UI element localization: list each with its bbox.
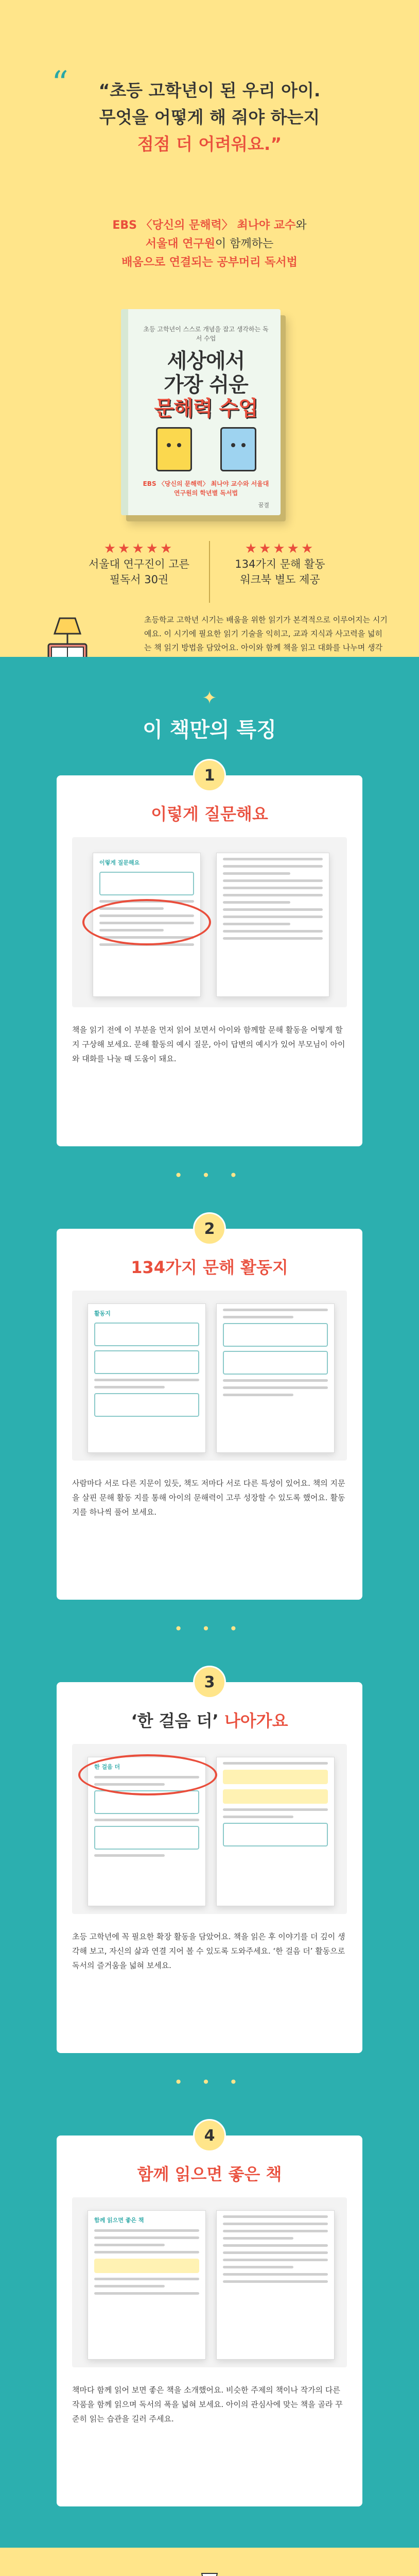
sparkle-icon: ✦ — [202, 688, 217, 708]
feature-card — [57, 766, 362, 1146]
feature-description: 초등 고학년에 꼭 필요한 확장 활동을 담았어요. 책을 읽은 후 이야기를 더 깊이 생각해 보고, 자신의 삶과 연결 지어 볼 수 있도록 도와주세요. ‘한 걸음 더’ 활동으로 독서의 즐거움을 넓혀 보세요. — [72, 1932, 345, 1970]
sample-page — [88, 1303, 206, 1453]
closing-section — [0, 2548, 419, 2576]
feature-image — [72, 1744, 347, 1914]
badge-divider — [209, 541, 210, 603]
hero-desc-highlight: EBS 〈당신의 문해력〉 — [112, 219, 233, 232]
sample-page — [216, 853, 329, 997]
feature-card — [57, 2126, 362, 2506]
book-cover-front — [121, 309, 281, 515]
feature-heading: 134가지 문해 활동지 — [131, 1258, 288, 1277]
book-character-icon — [156, 427, 192, 471]
hero-quote-line: 점점 더 어려워요.” — [137, 134, 282, 154]
feature-description: 책을 읽기 전에 이 부분을 먼저 읽어 보면서 아이와 함께할 문해 활동을 어떻게 할지 구상해 보세요. 문해 활동의 예시 질문, 아이 답변의 예시가 있어 부모님이 아이와 대화를 나눌 때 도움이 돼요. — [72, 1025, 345, 1063]
hero-description — [41, 216, 378, 272]
divider-dots: • • • — [174, 1620, 245, 1637]
feature-number: 4 — [193, 2119, 226, 2152]
book-title-line: 문해력 수업 — [154, 397, 258, 420]
feature-image — [72, 1291, 347, 1461]
star-rating-icon: ★★★★★ — [103, 541, 174, 556]
book-cover — [121, 309, 296, 526]
sample-page — [88, 2210, 206, 2360]
hero-desc-text: 이 함께하는 — [215, 238, 274, 250]
book-publisher: 꿈결 — [258, 502, 269, 509]
books-stack-icon — [190, 2568, 229, 2576]
sample-page — [216, 1303, 335, 1453]
quote-open-icon: “ — [51, 64, 68, 103]
sample-page-heading: 이렇게 질문해요 — [99, 859, 140, 866]
badge-text: 서울대 연구진이 고른 — [89, 558, 189, 570]
book-subtitle: EBS 〈당신의 문해력〉 최나야 교수와 서울대 연구원의 학년별 독서법 — [143, 480, 269, 497]
badge-text: 워크북 별도 제공 — [240, 573, 320, 586]
book-spine — [121, 309, 128, 515]
feature-description: 사람마다 서로 다른 지문이 있듯, 책도 저마다 서로 다른 특성이 있어요. 책의 지문을 살핀 문해 활동 지를 통해 아이의 문해력이 고루 성장할 수 있도록 했어요. 활동지를 하나씩 풀어 보세요. — [72, 1479, 345, 1517]
feature-number: 3 — [193, 1666, 226, 1699]
feature-description: 책마다 함께 읽어 보면 좋은 책을 소개했어요. 비슷한 주제의 책이나 작가의 다른 작품을 함께 읽으며 독서의 폭을 넓혀 보세요. 아이의 관심사에 맞는 책을 골라 꾸준히 읽는 습관을 길러 주세요. — [72, 2385, 343, 2424]
book-illustration — [142, 415, 270, 471]
feature-heading-part: ‘한 걸음 더’ — [131, 1711, 224, 1731]
sample-page — [216, 1757, 335, 1906]
divider-dots: • • • — [174, 1167, 245, 1184]
hero-quote — [31, 77, 388, 158]
sample-page-heading: 함께 읽으면 좋은 책 — [94, 2217, 144, 2224]
feature-number: 2 — [193, 1212, 226, 1245]
badge-text: 필독서 30권 — [109, 573, 169, 586]
feature-number: 1 — [193, 759, 226, 792]
hero-desc-highlight: 최나야 교수 — [233, 219, 296, 232]
highlight-circle — [78, 1754, 217, 1795]
sample-page-heading: 활동지 — [94, 1310, 111, 1317]
hero-quote-line: 무엇을 어떻게 해 줘야 하는지 — [99, 107, 320, 127]
book-character-icon — [220, 427, 256, 471]
badge-text: 134가지 문해 활동 — [235, 558, 325, 570]
divider-dots: • • • — [174, 2074, 245, 2091]
feature-heading: 함께 읽으면 좋은 책 — [137, 2164, 282, 2184]
feature-image — [72, 2197, 347, 2367]
badge — [77, 541, 201, 587]
hero-desc-text: 와 — [295, 219, 307, 232]
hero-section — [0, 0, 419, 657]
hero-info-text: 초등학교 고학년 시기는 배움을 위한 읽기가 본격적으로 이루어지는 시기예요. 이 시기에 필요한 읽기 기술을 익히고, 교과 지식과 사고력을 넓히는 책 읽기 방법을 담았어요. 아이와 함께 책을 읽고 대화를 나누며 생각 — [144, 615, 388, 652]
sample-page — [216, 2210, 335, 2360]
book-tagline: 초등 고학년이 스스로 개념을 잡고 생각하는 독서 수업 — [143, 326, 269, 342]
hero-desc-highlight: 서울대 연구원 — [145, 238, 215, 250]
highlight-circle — [82, 899, 211, 945]
hero-quote-line: “초등 고학년이 된 우리 아이. — [98, 80, 321, 100]
book-title — [142, 349, 270, 420]
feature-heading-part: 나아가요 — [224, 1711, 288, 1731]
feature-heading: 이렇게 질문해요 — [151, 804, 268, 824]
badge — [218, 541, 342, 587]
feature-image — [72, 837, 347, 1007]
features-section — [0, 657, 419, 2548]
hero-desc-highlight: 배움으로 연결되는 공부머리 독서법 — [121, 256, 298, 269]
feature-card — [57, 1673, 362, 2053]
star-rating-icon: ★★★★★ — [245, 541, 316, 556]
features-title: 이 책만의 특징 — [143, 718, 276, 742]
sample-page-heading: 한 걸음 더 — [94, 1764, 120, 1770]
book-title-line: 가장 쉬운 — [164, 373, 248, 397]
feature-heading — [67, 1708, 352, 1732]
book-title-line: 세상에서 — [167, 349, 245, 373]
feature-card — [57, 1219, 362, 1600]
